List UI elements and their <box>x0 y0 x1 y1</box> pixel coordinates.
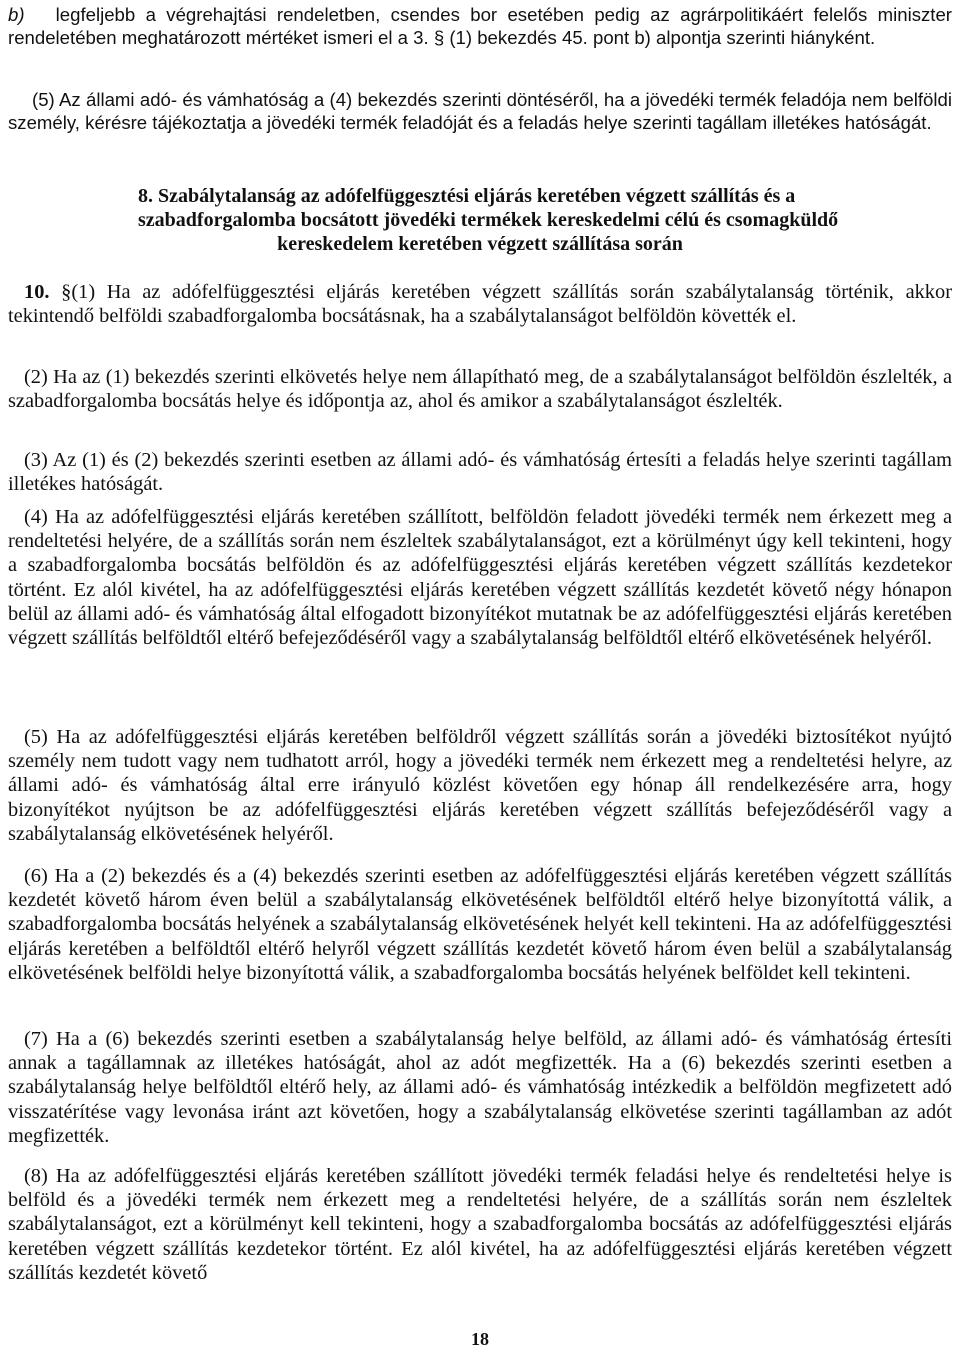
section-heading-line-1 <box>8 184 952 208</box>
section-heading-line-3: kereskedelem keretében végzett szállítása során <box>277 233 683 255</box>
document-page <box>8 0 952 1354</box>
paragraph-5-intro: (5) Az állami adó- és vámhatóság a (4) bekezdés szerinti döntéséről, ha a jövedéki termék feladója nem belföldi személy, kérésre tájékoztatja a jövedéki termék feladóját és a feladás helye szerinti tagállam illetékes hatóságát. <box>8 89 952 133</box>
item-label-b: b) <box>8 4 25 25</box>
article-paragraph-2: (2) Ha az (1) bekezdés szerinti elkövetés helye nem állapítható meg, de a szabálytalanságot belföldön észlelték, a szabadforgalomba bocsátás helye és időpontja az, ahol és amikor a szabálytalanságot észlelték. <box>8 366 952 413</box>
article-paragraph-3: (3) Az (1) és (2) bekezdés szerinti esetben az állami adó- és vámhatóság értesíti a feladás helye szerinti tagállam illetékes hatóságát. <box>8 449 952 496</box>
article-number: 10. <box>24 281 50 303</box>
article-p1-text: §(1) Ha az adófelfüggesztési eljárás keretében végzett szállítás során szabálytalanság történik, akkor tekintendő belföldi szabadforgalomba bocsátásnak, ha a szabálytalanságot belföldön követték el. <box>8 281 952 328</box>
article-paragraph-1 <box>8 280 952 328</box>
article-paragraph-6: (6) Ha a (2) bekezdés és a (4) bekezdés szerinti esetben az adófelfüggesztési eljárás keretében végzett szállítás kezdetét követő három éven belül a szabálytalanság elkövetésének belföldtől eltérő helye bizonyítottá válik, a szabadforgalomba bocsátás helyének a szabálytalanság elkövetésének helyét kell tekinteni. Ha az adófelfüggesztési eljárás keretében a belföldtől eltérő helyről végzett szállítás kezdetét követő három éven belül a szabálytalanság elkövetésének belföldi helye bizonyítottá válik, a szabadforgalomba bocsátás helyének belföldet kell tekinteni. <box>8 865 952 984</box>
paragraph-b <box>8 4 952 49</box>
item-text-b: legfeljebb a végrehajtási rendeletben, csendes bor esetében pedig az agrárpolitikáért felelős miniszter rendeletében meghatározott mértéket ismeri el a 3. § (1) bekezdés 45. pont b) alpontja szerinti hiányként. <box>8 4 952 48</box>
article-paragraph-4: (4) Ha az adófelfüggesztési eljárás keretében szállított, belföldön feladott jövedéki termék nem érkezett meg a rendeltetési helyére, de a szállítás során nem észleltek szabálytalanságot, ezt a körülményt úgy kell tekinteni, hogy a szabadforgalomba bocsátás belföldön és az adófelfüggesztési eljárás keretében végzett szállítás kezdetekor történt. Ez alól kivétel, ha az adófelfüggesztési eljárás keretében végzett szállítás kezdetét követő négy hónapon belül az állami adó- és vámhatóság által elfogadott bizonyítékot mutatnak be az adófelfüggesztési eljárás keretében végzett szállítás belföldtől eltérő befejeződéséről vagy a szabálytalanság belföldtől eltérő elkövetésének helyéről. <box>8 506 952 650</box>
article-paragraph-7: (7) Ha a (6) bekezdés szerinti esetben a szabálytalanság helye belföld, az állami adó- és vámhatóság értesíti annak a tagállamnak az illetékes hatóságát, ahol az adót megfizették. Ha a (6) bekezdés szerinti esetben a szabálytalanság helye belföldtől eltérő hely, az állami adó- és vámhatóság intézkedik a belföldön megfizetett adó visszatérítése vagy levonása iránt azt követően, hogy a szabálytalanság elkövetése szerinti tagállamban az adót megfizették. <box>8 1028 952 1147</box>
article-paragraph-8: (8) Ha az adófelfüggesztési eljárás keretében szállított jövedéki termék feladási helye és rendeltetési helye is belföld és a jövedéki termék nem érkezett meg a rendeltetési helyére, de a szállítás során nem észleltek szabálytalanságot, ezt a körülményt kell tekinteni, hogy a szabadforgalomba bocsátás az adófelfüggesztési eljárás keretében végzett szállítás kezdetekor történt. Ez alól kivétel, ha az adófelfüggesztési eljárás keretében végzett szállítás kezdetét követő <box>8 1165 952 1284</box>
page-number: 18 <box>471 1329 489 1349</box>
article-paragraph-5: (5) Ha az adófelfüggesztési eljárás keretében belföldről végzett szállítás során a jövedéki biztosítékot nyújtó személy nem tudott vagy nem tudhatott arról, hogy a jövedéki termék nem érkezett meg a rendeltetési helyre, az állami adó- és vámhatóság által erre irányuló közlést követően egy hónap áll rendelkezésére arra, hogy bizonyítékot nyújtson be az adófelfüggesztési eljárás keretében végzett szállítás befejeződéséről vagy a szabálytalanság elkövetésének helyéről. <box>8 726 952 845</box>
section-heading <box>8 184 952 256</box>
section-number: 8. <box>138 185 153 207</box>
section-heading-text-1: Szabálytalanság az adófelfüggesztési eljárás keretében végzett szállítás és a <box>158 185 796 207</box>
section-heading-line-2: szabadforgalomba bocsátott jövedéki termékek kereskedelmi célú és csomagküldő <box>138 209 839 231</box>
